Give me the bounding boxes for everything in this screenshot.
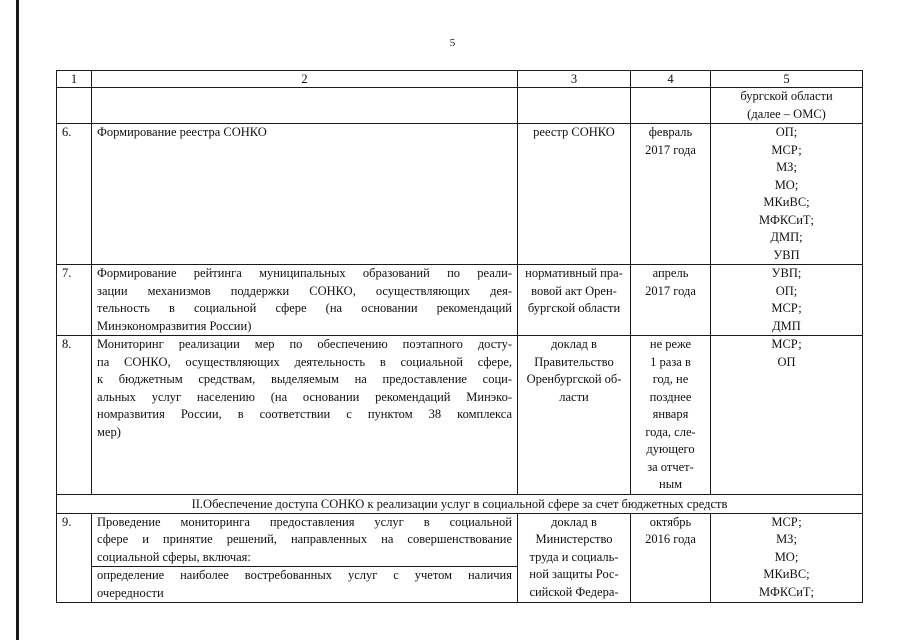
- table-row: [57, 124, 863, 265]
- result-line: ласти: [559, 389, 589, 404]
- row-number: 9.: [57, 513, 92, 603]
- binding-edge-mark: [16, 0, 19, 640]
- result-line: бургской области: [527, 301, 621, 315]
- deadline-line: 2016 года: [645, 532, 696, 546]
- measure-line: зации механизмов поддержки СОНКО, осуществляющих дея-: [97, 283, 512, 298]
- result-cell: [518, 336, 631, 495]
- executor-line: МО;: [774, 177, 799, 192]
- result-cell: [518, 513, 631, 603]
- measure-line: к бюджетным средствам, выделяемым на предоставление соци-: [97, 372, 512, 386]
- column-number-header-row: [57, 71, 863, 88]
- executor-line: ОП: [777, 354, 796, 369]
- executor-line: (далее – ОМС): [747, 106, 826, 121]
- result-line: Правительство: [534, 354, 614, 369]
- executors-cell: [711, 265, 863, 336]
- measure-cell: [92, 336, 518, 495]
- deadline-line: ным: [659, 477, 682, 491]
- table-cell: [631, 88, 711, 124]
- table-row: [57, 513, 863, 567]
- action-plan-table: [56, 70, 863, 603]
- executors-cell: [711, 88, 863, 124]
- executor-line: бургской области: [740, 89, 833, 103]
- continuation-row: [57, 88, 863, 124]
- column-header: 4: [631, 71, 711, 88]
- measure-cell: [92, 513, 518, 567]
- deadline-line: год, не: [652, 372, 689, 386]
- executor-line: МФКСиТ;: [759, 584, 814, 599]
- measure-line: Формирование рейтинга муниципальных образований по реали-: [97, 266, 512, 280]
- deadline-line: 2017 года: [645, 283, 696, 298]
- result-line: Министерство: [535, 532, 613, 546]
- measure-line: социальной сферы, включая:: [97, 549, 251, 564]
- column-header: 1: [57, 71, 92, 88]
- deadline-cell: [631, 124, 711, 265]
- section-heading: II.Обеспечение доступа СОНКО к реализации услуг в социальной сфере за счет бюджетных средств: [57, 494, 863, 513]
- measure-line: па СОНКО, осуществляющих деятельность в социальной сфере,: [97, 354, 512, 369]
- executors-cell: [711, 336, 863, 495]
- column-header: 5: [711, 71, 863, 88]
- column-header: 3: [518, 71, 631, 88]
- deadline-line: 1 раза в: [650, 354, 691, 369]
- deadline-line: 2017 года: [645, 142, 696, 157]
- row-number: 6.: [57, 124, 92, 265]
- sub-measure-cell: [92, 567, 518, 603]
- measure-line: альных услуг населению (на основании рекомендаций Минэко-: [97, 389, 512, 404]
- result-cell: [518, 265, 631, 336]
- deadline-line: за отчет-: [647, 459, 694, 474]
- measure-line: Мониторинг реализации мер по обеспечению поэтапного досту-: [97, 337, 512, 351]
- page-number: 5: [449, 37, 456, 49]
- column-header: 2: [92, 71, 518, 88]
- table-cell: [57, 88, 92, 124]
- executor-line: МО;: [774, 549, 799, 564]
- executor-line: МСР;: [771, 142, 802, 157]
- executor-line: ДМП: [772, 318, 801, 333]
- measure-line: мер): [97, 424, 121, 439]
- executor-line: МКиВС;: [763, 195, 810, 209]
- executor-line: УВП: [773, 247, 800, 262]
- result-line: сийской Федера-: [529, 584, 619, 599]
- executor-line: МСР;: [771, 337, 802, 351]
- executor-line: МЗ;: [776, 532, 797, 546]
- measure-line: сфере и принятие решений, направленных на совершенствование: [97, 532, 512, 546]
- executors-cell: [711, 513, 863, 603]
- result-cell: [518, 124, 631, 265]
- deadline-line: года, сле-: [645, 424, 696, 439]
- deadline-line: апрель: [652, 266, 689, 280]
- executor-line: МЗ;: [776, 160, 797, 174]
- result-line: вовой акт Орен-: [531, 283, 617, 298]
- measure-line: Формирование реестра СОНКО: [97, 125, 267, 139]
- measure-line: номразвития России, в соответствии с пунктом 38 комплекса: [97, 407, 512, 421]
- table-cell: [518, 88, 631, 124]
- deadline-line: не реже: [649, 337, 692, 351]
- result-line: нормативный пра-: [525, 266, 623, 280]
- result-line: Оренбургской об-: [526, 372, 622, 386]
- measure-line: Минэкономразвития России): [97, 318, 252, 333]
- measure-line: тельность в социальной сфере (на основании рекомендаций: [97, 301, 512, 315]
- section-heading-row: [57, 494, 863, 513]
- executor-line: МСР;: [771, 514, 802, 529]
- deadline-line: дующего: [646, 442, 695, 456]
- deadline-line: позднее: [649, 389, 692, 404]
- executor-line: ДМП;: [770, 230, 803, 244]
- result-line: реестр СОНКО: [533, 125, 615, 139]
- measure-line: определение наиболее востребованных услуг с учетом наличия: [97, 568, 512, 582]
- executor-line: МКиВС;: [763, 567, 810, 581]
- executors-cell: [711, 124, 863, 265]
- measure-line: очередности: [97, 585, 164, 600]
- deadline-cell: [631, 265, 711, 336]
- deadline-cell: [631, 336, 711, 495]
- table-cell: [92, 88, 518, 124]
- deadline-cell: [631, 513, 711, 603]
- row-number: 8.: [57, 336, 92, 495]
- deadline-line: октябрь: [649, 514, 692, 529]
- executor-line: ОП;: [775, 283, 798, 298]
- executor-line: МСР;: [771, 301, 802, 315]
- executor-line: МФКСиТ;: [759, 212, 814, 227]
- row-number: 7.: [57, 265, 92, 336]
- deadline-line: января: [652, 407, 689, 421]
- table-row: [57, 265, 863, 336]
- deadline-line: февраль: [648, 125, 693, 139]
- result-line: труда и социаль-: [529, 549, 619, 564]
- result-line: ной защиты Рос-: [529, 567, 619, 581]
- table-row: [57, 336, 863, 495]
- result-line: доклад в: [551, 337, 597, 351]
- measure-line: Проведение мониторинга предоставления услуг в социальной: [97, 514, 512, 529]
- measure-cell: [92, 124, 518, 265]
- executor-line: ОП;: [775, 125, 798, 139]
- executor-line: УВП;: [771, 266, 802, 280]
- result-line: доклад в: [551, 514, 597, 529]
- measure-cell: [92, 265, 518, 336]
